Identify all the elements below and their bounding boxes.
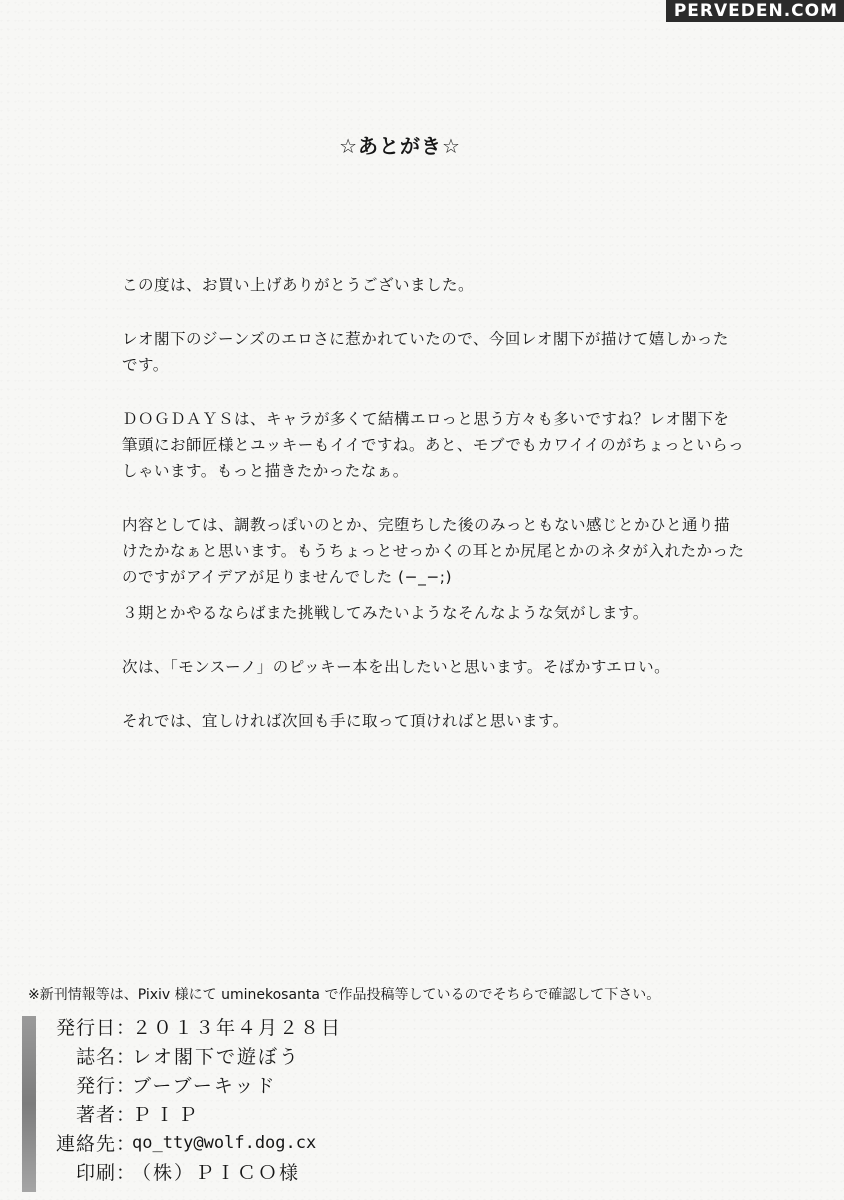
title-value: レオ閣下で遊ぼう [132,1046,301,1068]
afterword-body [122,272,762,762]
contact-email: qo_tty@wolf.dog.cx [132,1132,317,1153]
colophon-row-contact [22,1128,442,1157]
colophon-row-publisher [22,1070,442,1099]
paragraph-line: です。 [122,356,169,374]
date-value: ２０１３年４月２８日 [132,1017,343,1039]
watermark: PERVEDEN.COM [666,0,844,22]
author-label: 著者 [75,1104,116,1126]
paragraph-season3 [122,600,762,626]
title-label: 誌名 [75,1046,116,1068]
paragraph-next [122,654,762,680]
paragraph-content [122,512,762,590]
paragraph-line: ＤＯＧＤＡＹＳは、キャラが多くて結構エロっと思う方々も多いですね？レオ閣下を [122,410,730,428]
paragraph-line: ３期とかやるならばまた挑戦してみたいようなそんなような気がします。 [122,604,649,622]
colophon [22,1012,442,1186]
colophon-row-author [22,1099,442,1128]
page-title: ☆あとがき☆ [339,134,461,158]
paragraph-line: 内容としては、調教っぽいのとか、完堕ちした後のみっともない感じとかひと通り描 [122,516,731,534]
paragraph-line: それでは、宜しければ次回も手に取って頂ければと思います。 [122,712,569,730]
paragraph-line: しゃいます。もっと描きたかったなぁ。 [122,462,409,480]
new-release-note: ※新刊情報等は、Pixiv 様にて uminekosanta で作品投稿等しているのでそちらで確認して下さい。 [28,987,661,1003]
separator: ： [116,1017,136,1039]
paragraph-line: レオ閣下のジーンズのエロさに惹かれていたので、今回レオ閣下が描けて嬉しかった [122,330,729,348]
separator: ： [116,1046,136,1068]
date-label: 発行日 [55,1017,116,1039]
separator: ： [116,1133,136,1155]
paragraph-line: のですがアイデアが足りませんでした (−_−;) [122,568,453,586]
author-value: ＰＩＰ [132,1104,202,1126]
printer-value: （株）ＰＩＣＯ様 [132,1162,301,1184]
publisher-label: 発行 [75,1075,116,1097]
contact-label: 連絡先 [55,1133,116,1155]
paragraph-line: 次は、「モンスーノ」のピッキー本を出したいと思います。そばかすエロい。 [122,658,671,676]
separator: ： [116,1075,136,1097]
paragraph-thanks [122,272,762,298]
separator: ： [116,1162,136,1184]
paragraph-jeans [122,326,762,378]
separator: ： [116,1104,136,1126]
colophon-row-title [22,1041,442,1070]
paragraph-line: けたかなぁと思います。もうちょっとせっかくの耳とか尻尾とかのネタが入れたかった [122,542,745,560]
paragraph-closing [122,708,762,734]
paragraph-line: 筆頭にお師匠様とユッキーもイイですね。あと、モブでもカワイイのがちょっといらっ [122,436,745,454]
paragraph-dogdays [122,406,762,484]
printer-label: 印刷 [75,1162,116,1184]
publisher-value: ブーブーキッド [132,1075,277,1097]
colophon-row-date [22,1012,442,1041]
colophon-row-printer [22,1157,442,1186]
paragraph-line: この度は、お買い上げありがとうございました。 [122,276,475,294]
